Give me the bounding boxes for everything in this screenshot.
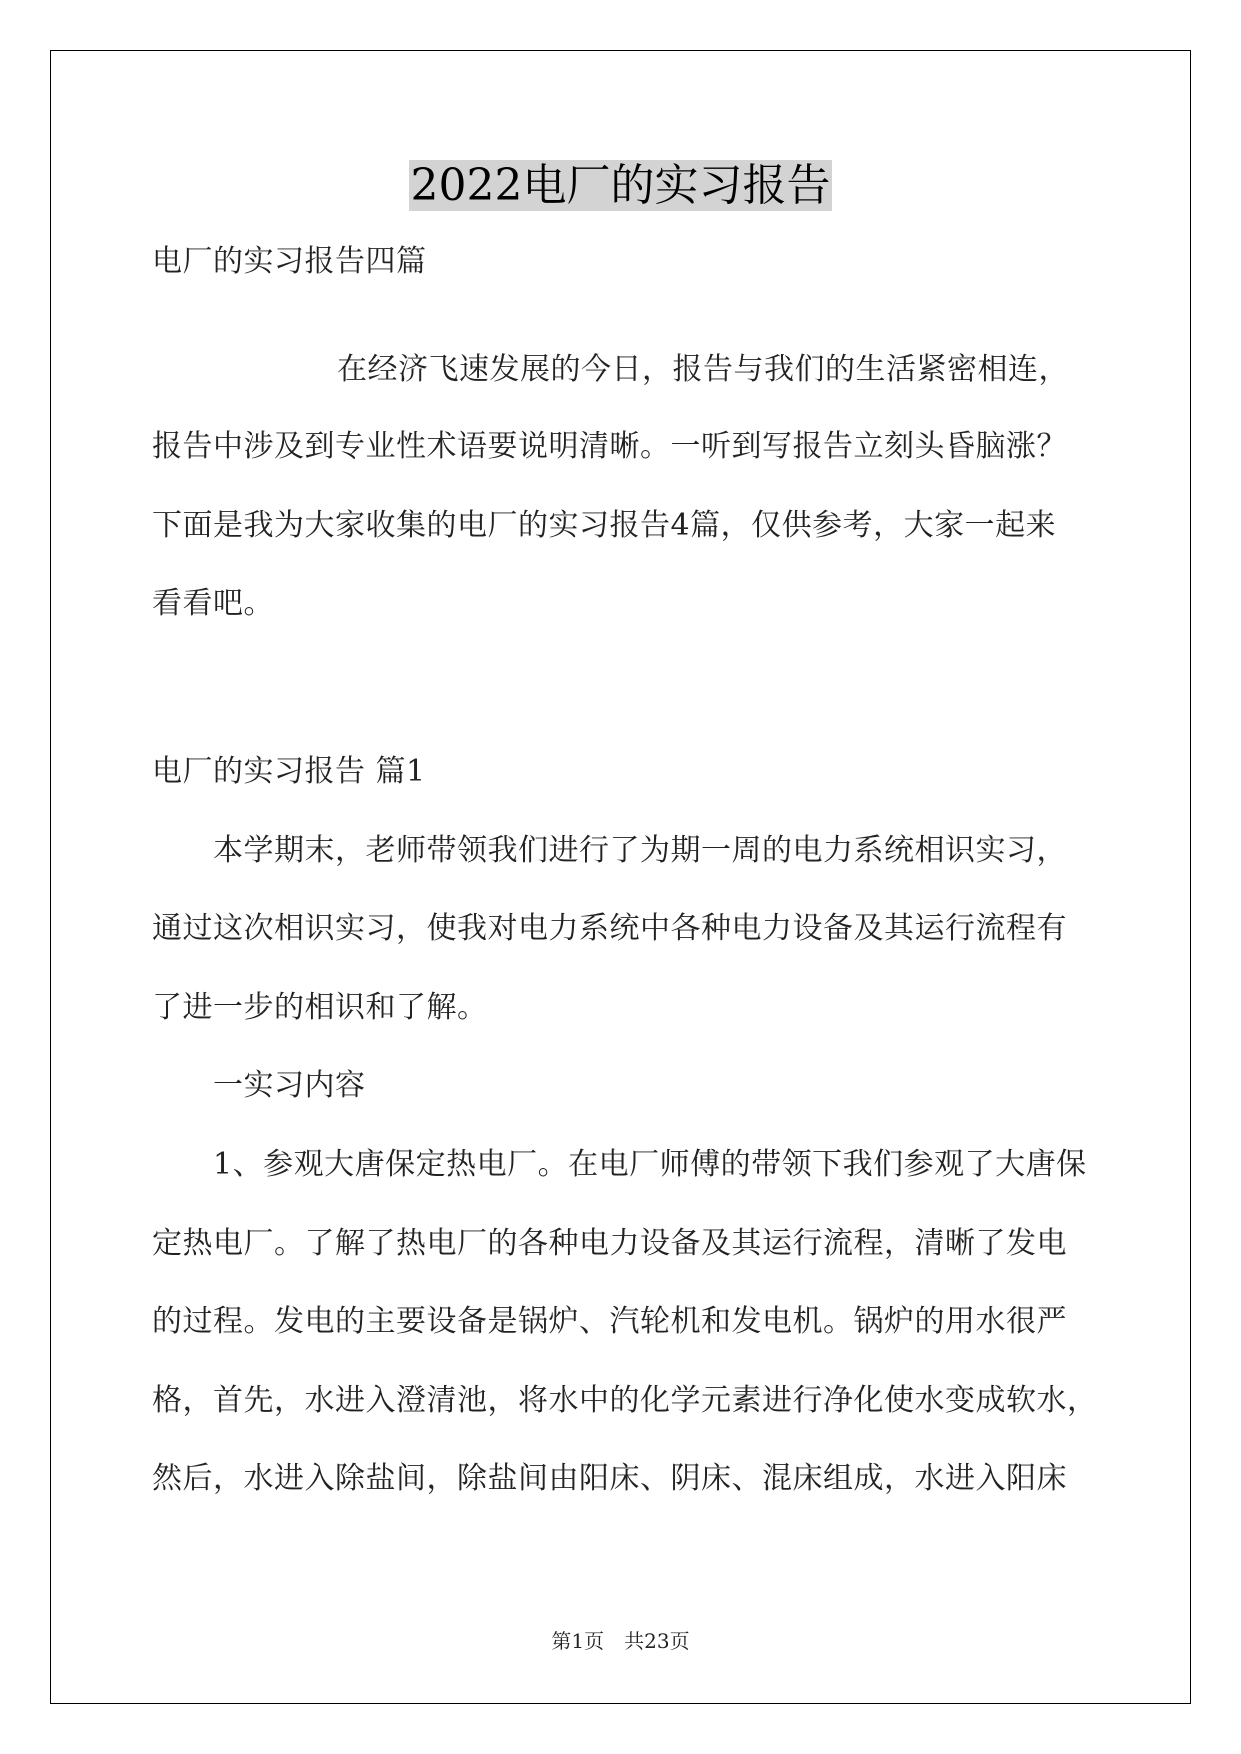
subtitle-line: 电厂的实习报告四篇 [152, 244, 427, 279]
page-border [50, 50, 1191, 1704]
section-heading: 电厂的实习报告 篇1 [152, 754, 426, 789]
paragraph-line: 格，首先，水进入澄清池，将水中的化学元素进行净化使水变成软水， [152, 1383, 1098, 1418]
paragraph-line: 1、参观大唐保定热电厂。在电厂师傅的带领下我们参观了大唐保 [213, 1147, 1087, 1182]
document-title-text: 2022电厂的实习报告 [410, 160, 831, 211]
document-title [0, 158, 1241, 214]
paragraph-line: 的过程。发电的主要设备是锅炉、汽轮机和发电机。锅炉的用水很严 [152, 1304, 1067, 1339]
paragraph-line: 看看吧。 [152, 586, 274, 621]
paragraph-line: 定热电厂。了解了热电厂的各种电力设备及其运行流程，清晰了发电 [152, 1226, 1067, 1261]
paragraph-line: 在经济飞速发展的今日，报告与我们的生活紧密相连， [337, 352, 1069, 387]
paragraph-line: 报告中涉及到专业性术语要说明清晰。一听到写报告立刻头昏脑涨？ [152, 429, 1067, 464]
paragraph-line: 通过这次相识实习，使我对电力系统中各种电力设备及其运行流程有 [152, 911, 1067, 946]
page-number-footer: 第1页 共23页 [551, 1629, 690, 1653]
paragraph-line: 下面是我为大家收集的电厂的实习报告4篇，仅供参考，大家一起来 [152, 508, 1057, 543]
paragraph-line: 然后，水进入除盐间，除盐间由阳床、阴床、混床组成，水进入阳床 [152, 1461, 1067, 1496]
paragraph-line: 本学期末，老师带领我们进行了为期一周的电力系统相识实习， [213, 833, 1067, 868]
subsection-heading: 一实习内容 [213, 1068, 366, 1103]
paragraph-line: 了进一步的相识和了解。 [152, 990, 488, 1025]
